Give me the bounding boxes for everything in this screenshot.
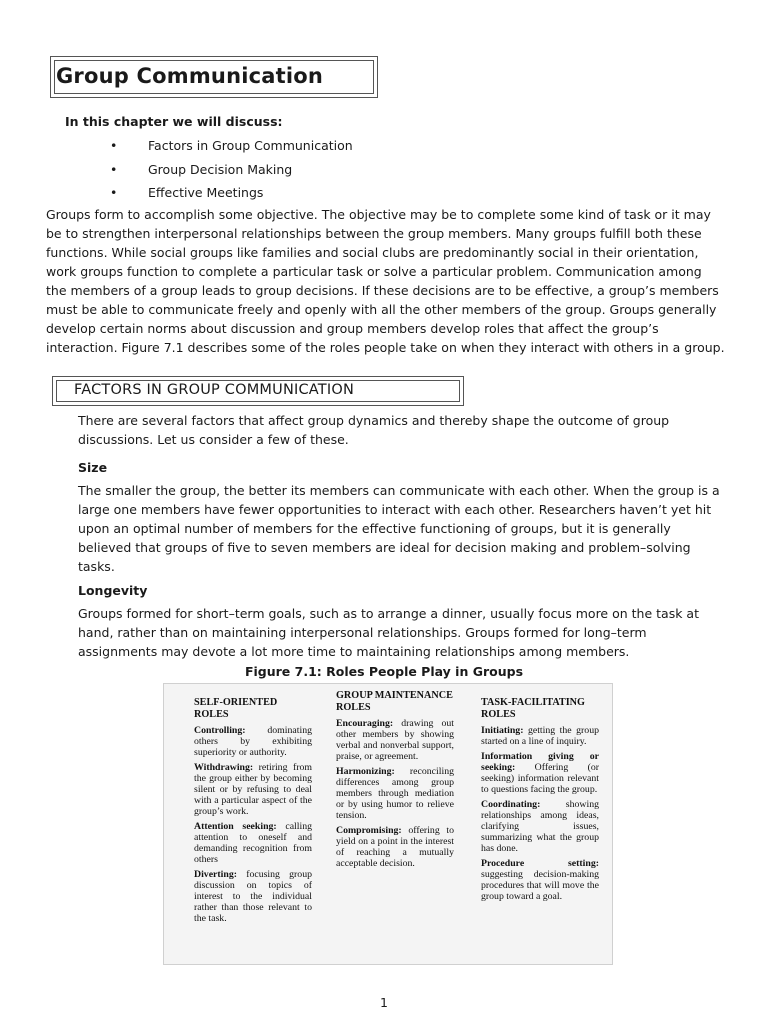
figure-column-task-facilitating	[481, 690, 599, 906]
role-entry	[481, 751, 599, 795]
role-entry	[194, 762, 312, 817]
role-entry	[481, 799, 599, 854]
role-name: Harmonizing:	[336, 766, 395, 777]
column-heading: TASK-FACILITATING ROLES	[481, 697, 585, 720]
page-title: Group Communication	[56, 64, 324, 88]
role-name: Compromising:	[336, 825, 402, 836]
longevity-paragraph: Groups formed for short–term goals, such as to arrange a dinner, usually focus more on the task at hand, rather than on maintaining interpersonal relationships. Groups formed for long–term assignments may devote a lot more time to maintaining relationships among members.	[78, 606, 699, 659]
role-name: Information giving or seeking:	[481, 751, 599, 773]
bullet: •	[110, 185, 118, 200]
role-entry	[194, 821, 312, 865]
figure-caption: Figure 7.1: Roles People Play in Groups	[244, 664, 524, 679]
role-entry	[194, 725, 312, 758]
list-item-text: Factors in Group Communication	[148, 138, 353, 153]
list-item	[110, 136, 353, 160]
role-name: Attention seeking:	[194, 821, 277, 832]
size-paragraph: The smaller the group, the better its members can communicate with each other. When the group is a large one members have fewer opportunities to interact with each other. Researchers haven’t yet hit upon an optimal number of members for the effective functioning of groups, but it is generally believed that groups of five to seven members are ideal for decision making and problem–solving tasks.	[78, 483, 720, 574]
list-item	[110, 160, 353, 184]
role-description: offering to yield on a point in the interest of reaching a mutually acceptable decision.	[336, 825, 454, 869]
role-entry	[336, 825, 454, 869]
role-entry	[481, 858, 599, 902]
role-description: retiring from the group either by becoming silent or by refusing to deal with a particular aspect of the group’s work.	[194, 762, 312, 817]
role-name: Coordinating:	[481, 799, 541, 810]
role-name: Encouraging:	[336, 718, 394, 729]
role-description: suggesting decision-making procedures that will move the group toward a goal.	[481, 869, 599, 902]
role-description: focusing group discussion on topics of interest to the individual rather than those relevant to the task.	[194, 869, 312, 924]
role-description: dominating others by exhibiting superiority or authority.	[194, 725, 312, 758]
chapter-topics-list	[110, 136, 353, 207]
factors-paragraph: There are several factors that affect group dynamics and thereby shape the outcome of group discussions. Let us consider a few of these.	[78, 413, 670, 447]
list-item-text: Effective Meetings	[148, 185, 264, 200]
title-box	[50, 56, 378, 98]
role-description: showing relationships among ideas, clarifying issues, summarizing what the group has done.	[481, 799, 599, 854]
role-name: Withdrawing:	[194, 762, 254, 773]
role-description: reconciling differences among group members through mediation or by using humor to relieve tension.	[336, 766, 454, 821]
column-heading: GROUP MAINTENANCE ROLES	[336, 690, 453, 713]
roles-figure	[163, 683, 613, 965]
role-name: Initiating:	[481, 725, 524, 736]
figure-column-self-oriented	[194, 690, 312, 928]
section-heading: FACTORS IN GROUP COMMUNICATION	[74, 382, 354, 398]
role-description: getting the group started on a line of inquiry.	[481, 725, 599, 747]
role-description: Offering (or seeking) information relevant to questions facing the group.	[481, 762, 599, 795]
role-entry	[336, 766, 454, 821]
role-name: Diverting:	[194, 869, 237, 880]
subheading-size: Size	[78, 460, 108, 475]
role-entry	[336, 718, 454, 762]
intro-paragraph: Groups form to accomplish some objective. The objective may be to complete some kind of task or it may be to strengthen interpersonal relationships between the group members. Many groups fulfill both these functions. While social groups like families and social clubs are predominantly social in their orientation, work groups function to complete a particular task or solve a particular problem. Communication among the members of a group leads to group decisions. If these decisions are to be effective, a group’s members must be able to communicate freely and openly with all the other members of the group. Groups generally develop certain norms about discussion and group members develop roles that affect the group’s interaction. Figure 7.1 describes some of the roles people take on when they interact with others in a group.	[46, 207, 725, 355]
page-number: 1	[380, 995, 388, 1010]
role-entry	[481, 725, 599, 747]
list-item-text: Group Decision Making	[148, 161, 293, 177]
role-entry	[194, 869, 312, 924]
bullet: •	[110, 138, 118, 153]
section-heading-box	[52, 376, 464, 406]
chapter-intro: In this chapter we will discuss:	[65, 114, 283, 129]
column-heading: SELF-ORIENTED ROLES	[194, 697, 278, 720]
role-name: Controlling:	[194, 725, 246, 736]
bullet: •	[110, 161, 118, 177]
figure-column-group-maintenance	[336, 690, 454, 873]
list-item	[110, 183, 353, 207]
role-name: Procedure setting:	[481, 858, 599, 869]
subheading-longevity: Longevity	[78, 583, 148, 598]
role-description: calling attention to oneself and demanding recognition from others	[194, 821, 313, 865]
role-description: drawing out other members by showing verbal and nonverbal support, praise, or agreement.	[336, 718, 454, 762]
